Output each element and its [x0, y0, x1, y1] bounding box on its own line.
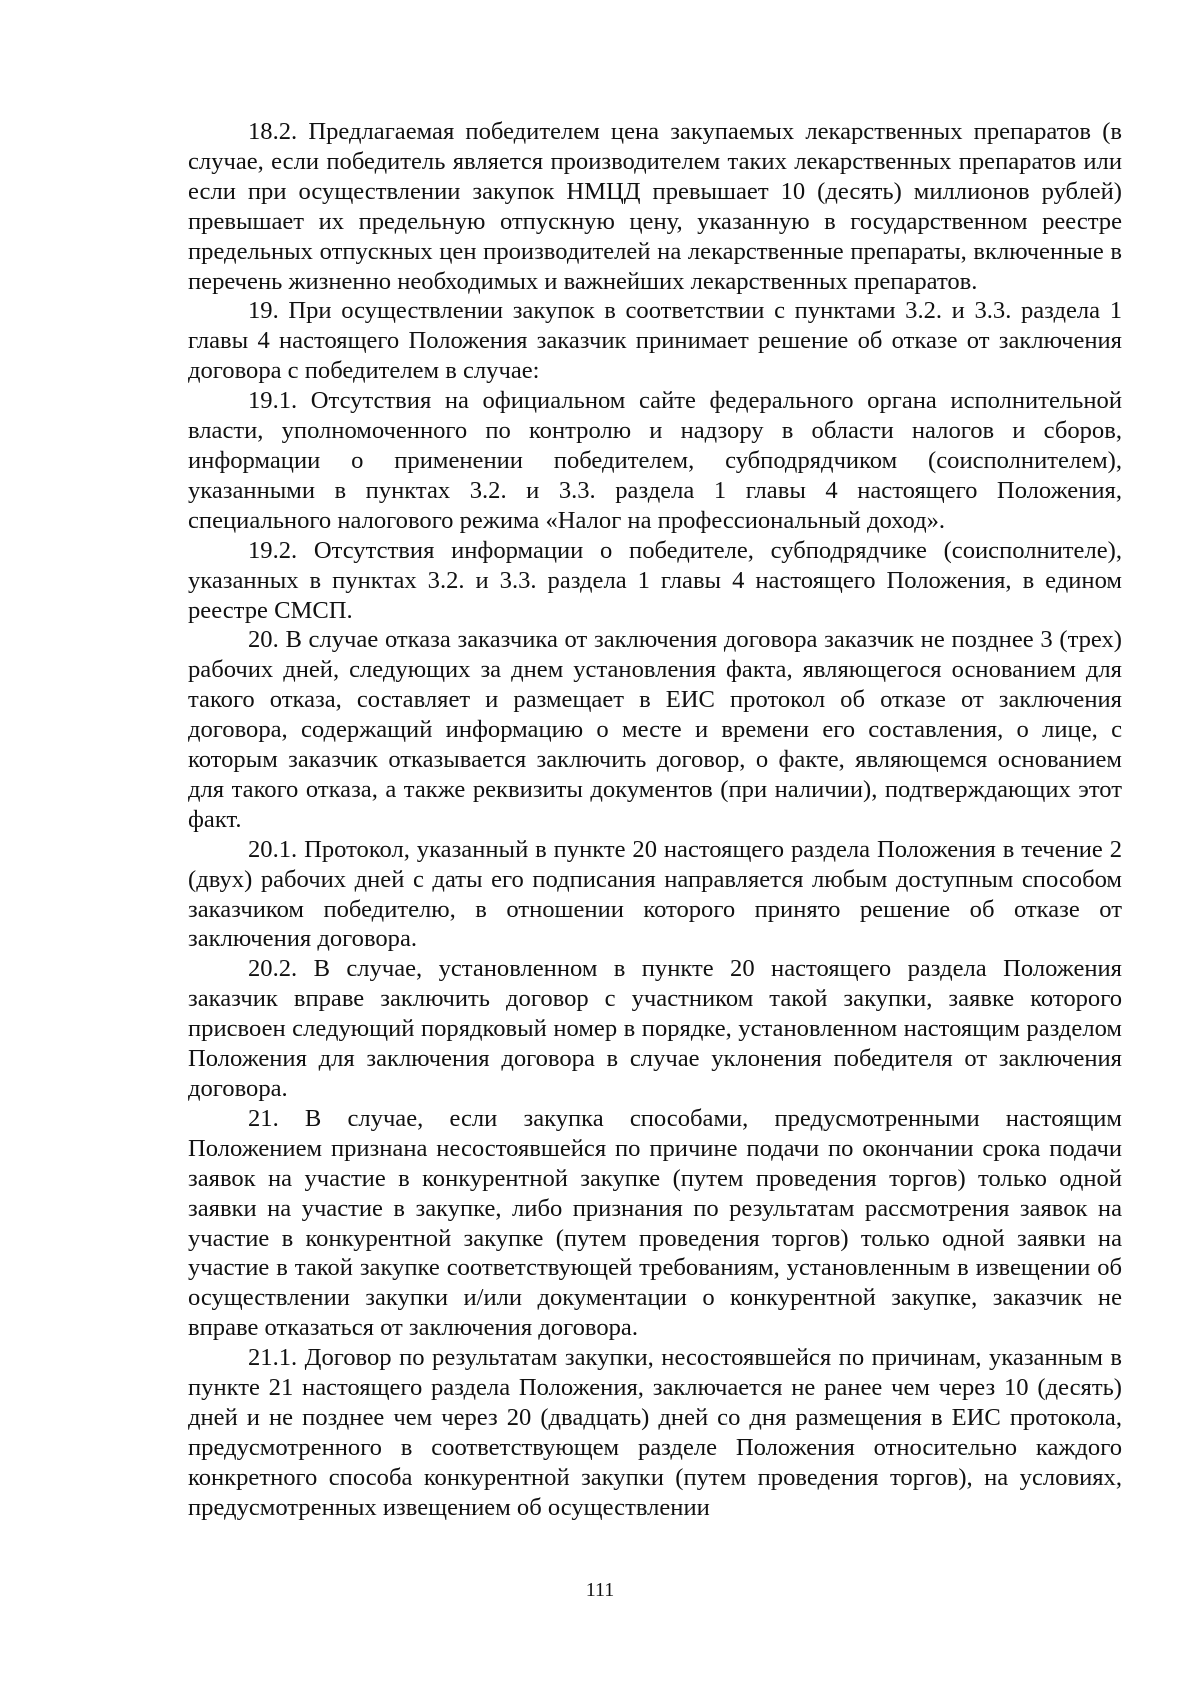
document-body [188, 117, 1122, 1523]
paragraph-19-2: 19.2. Отсутствия информации о победителе, субподрядчике (соисполнителе), указанных в пунктах 3.2. и 3.3. раздела 1 главы 4 настоящего Положения, в едином реестре СМСП. [188, 536, 1122, 624]
paragraph-20-1: 20.1. Протокол, указанный в пункте 20 настоящего раздела Положения в течение 2 (двух) рабочих дней с даты его подписания направляется любым доступным способом заказчиком победителю, в отношении которого принято решение об отказе от заключения договора. [188, 835, 1122, 953]
paragraph-19: 19. При осуществлении закупок в соответствии с пунктами 3.2. и 3.3. раздела 1 главы 4 настоящего Положения заказчик принимает решение об отказе от заключения договора с победителем в случае: [188, 297, 1122, 385]
paragraph-19-1: 19.1. Отсутствия на официальном сайте федерального органа исполнительной власти, уполномоченного по контролю и надзору в области налогов и сборов, информации о применении победителем, субподрядчиком (соисполнителем), указанными в пунктах 3.2. и 3.3. раздела 1 главы 4 настоящего Положения, специального налогового режима «Налог на профессиональный доход». [188, 387, 1122, 534]
paragraph-20-2: 20.2. В случае, установленном в пункте 20 настоящего раздела Положения заказчик вправе заключить договор с участником такой закупки, заявке которого присвоен следующий порядковый номер в порядке, установленном настоящим разделом Положения для заключения договора в случае уклонения победителя от заключения договора. [188, 955, 1122, 1102]
paragraph-21: 21. В случае, если закупка способами, предусмотренными настоящим Положением признана несостоявшейся по причине подачи по окончании срока подачи заявок на участие в конкурентной закупке (путем проведения торгов) только одной заявки на участие в закупке, либо признания по результатам рассмотрения заявок на участие в конкурентной закупке (путем проведения торгов) только одной заявки на участие в такой закупке соответствующей требованиям, установленным в извещении об осуществлении закупки и/или документации о конкурентной закупке, заказчик не вправе отказаться от заключения договора. [188, 1104, 1122, 1342]
page-number: 111 [585, 1579, 615, 1601]
paragraph-20: 20. В случае отказа заказчика от заключения договора заказчик не позднее 3 (трех) рабочих дней, следующих за днем установления факта, являющегося основанием для такого отказа, составляет и размещает в ЕИС протокол об отказе от заключения договора, содержащий информацию о месте и времени его составления, о лице, с которым заказчик отказывается заключить договор, о факте, являющемся основанием для такого отказа, а также реквизиты документов (при наличии), подтверждающих этот факт. [188, 626, 1122, 833]
paragraph-18-2: 18.2. Предлагаемая победителем цена закупаемых лекарственных препаратов (в случае, если победитель является производителем таких лекарственных препаратов или если при осуществлении закупок НМЦД превышает 10 (десять) миллионов рублей) превышает их предельную отпускную цену, указанную в государственном реестре предельных отпускных цен производителей на лекарственные препараты, включенные в перечень жизненно необходимых и важнейших лекарственных препаратов. [188, 118, 1122, 295]
paragraph-21-1: 21.1. Договор по результатам закупки, несостоявшейся по причинам, указанным в пункте 21 настоящего раздела Положения, заключается не ранее чем через 10 (десять) дней и не позднее чем через 20 (двадцать) дней со дня размещения в ЕИС протокола, предусмотренного в соответствующем разделе Положения относительно каждого конкретного способа конкурентной закупки (путем проведения торгов), на условиях, предусмотренных извещением об осуществлении [188, 1344, 1122, 1521]
